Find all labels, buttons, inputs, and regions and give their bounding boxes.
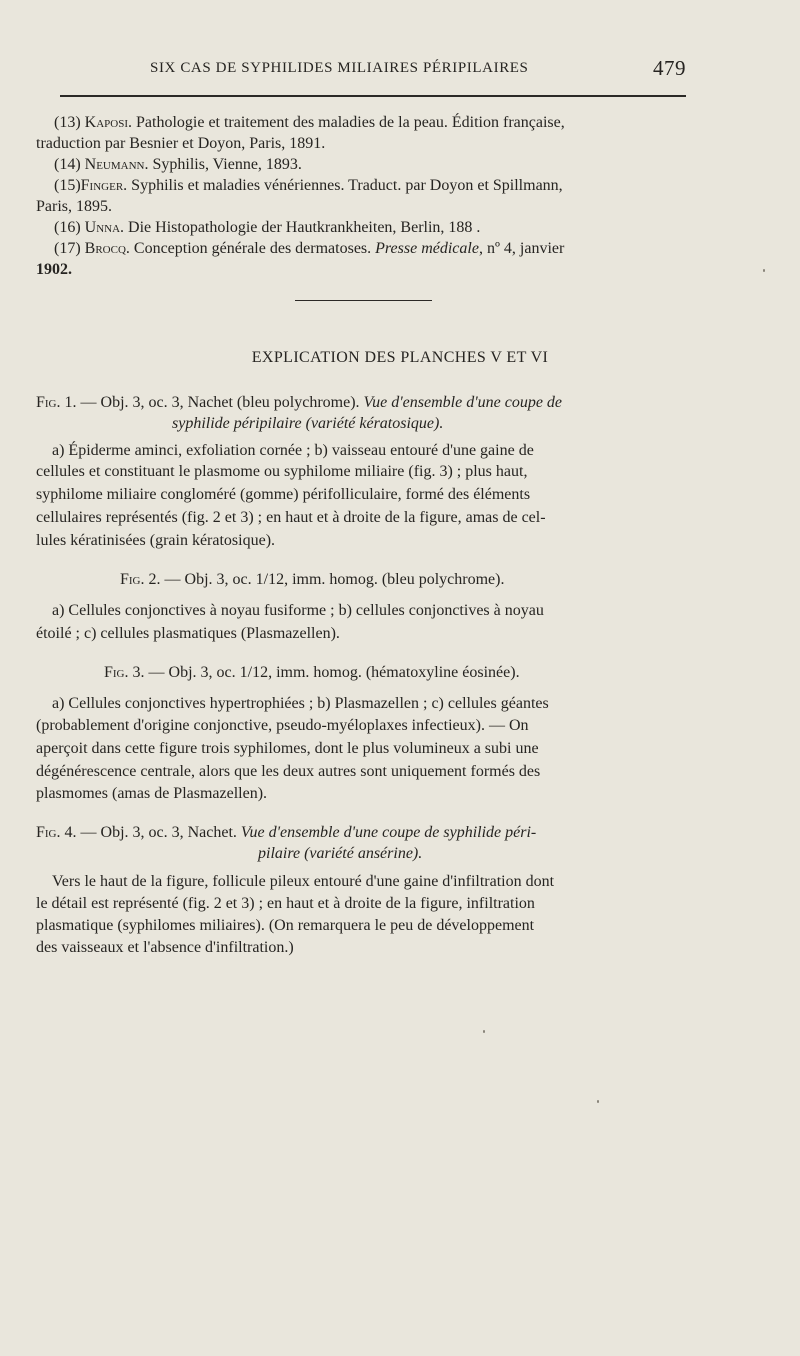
page-header [58,56,688,88]
fig1-body-line: cellules et constituant le plasmome ou syphilome miliaire (fig. 3) ; plus haut, [36,463,528,480]
ref-author: Neumann [84,156,145,173]
running-title: SIX CAS DE SYPHILIDES MILIAIRES PÉRIPILAIRES [150,60,529,76]
fig2-label: Fig. 2. [120,571,161,588]
fig1-body-line: a) Épiderme aminci, exfoliation cornée ; b) vaisseau entouré d'une gaine de [52,442,534,459]
fig3-body-line: (probablement d'origine conjonctive, pseudo-myéloplaxes infectieux). — On [36,717,529,734]
reference-16: (16) Unna. Die Histopathologie der Hautkrankheiten, Berlin, 188 . [54,219,481,236]
fig4-body-line: Vers le haut de la figure, follicule pileux entouré d'une gaine d'infiltration dont [52,873,555,890]
fig3-label: Fig. 3. [104,664,145,681]
section-title: EXPLICATION DES PLANCHES V ET VI [251,349,549,366]
reference-15: (15)Finger. Syphilis et maladies vénériennes. Traduct. par Doyon et Spillmann, Paris, 1895. [36,177,563,215]
paper-speck [597,1100,599,1103]
section-divider [295,300,432,301]
ref-author: Kaposi [84,114,128,131]
fig1-caption-cont: syphilide péripilaire (variété kératosique). [172,415,444,432]
ref-author: Finger [80,177,124,194]
ref-author: Unna [84,219,121,236]
fig1-caption: Fig. 1. — Obj. 3, oc. 3, Nachet (bleu polychrome). Vue d'ensemble d'une coupe de [36,394,563,411]
fig2-body-line: a) Cellules conjonctives à noyau fusiforme ; b) cellules conjonctives à noyau [52,602,544,619]
paper-speck [763,269,765,272]
fig1-body-line: lules kératinisées (grain kératosique). [36,532,276,549]
fig4-caption: Fig. 4. — Obj. 3, oc. 3, Nachet. Vue d'ensemble d'une coupe de syphilide péri- [36,824,537,841]
reference-14: (14) Neumann. Syphilis, Vienne, 1893. [54,156,302,173]
page-number: 479 [653,56,686,80]
fig2-caption: Fig. 2. — Obj. 3, oc. 1/12, imm. homog. (bleu polychrome). [120,571,505,588]
fig4-caption-cont: pilaire (variété ansérine). [258,845,423,862]
fig4-label: Fig. 4. [36,824,77,841]
fig3-body-line: a) Cellules conjonctives hypertrophiées ; b) Plasmazellen ; c) cellules géantes [52,695,549,712]
fig2-body-line: étoilé ; c) cellules plasmatiques (Plasmazellen). [36,625,340,642]
fig4-body-line: des vaisseaux et l'absence d'infiltration.) [36,939,294,956]
ref-author: Brocq [84,240,126,257]
fig3-caption: Fig. 3. — Obj. 3, oc. 1/12, imm. homog. (hématoxyline éosinée). [104,664,520,681]
reference-17: (17) Brocq. Conception générale des dermatoses. Presse médicale, nº 4, janvier 1902. [36,240,565,278]
fig3-body-line: plasmomes (amas de Plasmazellen). [36,785,268,802]
fig1-body-line: cellulaires représentés (fig. 2 et 3) ; en haut et à droite de la figure, amas de cel- [36,509,546,526]
fig4-body-line: plasmatique (syphilomes miliaires). (On remarquera le peu de développement [36,917,535,934]
fig1-label: Fig. 1. [36,394,77,411]
fig3-body-line: aperçoit dans cette figure trois syphilomes, dont le plus volumineux a subi une [36,740,539,757]
fig3-body-line: dégénérescence centrale, alors que les deux autres sont uniquement formés des [36,763,541,780]
fig4-body-line: le détail est représenté (fig. 2 et 3) ; en haut et à droite de la figure, infiltration [36,895,535,912]
fig1-body-line: syphilome miliaire congloméré (gomme) périfolliculaire, formé des éléments [36,486,531,503]
header-rule [60,95,686,97]
reference-13: (13) Kaposi. Pathologie et traitement des maladies de la peau. Édition française, traduction par Besnier et Doyon, Paris, 1891. [36,114,565,152]
paper-speck [483,1030,485,1033]
